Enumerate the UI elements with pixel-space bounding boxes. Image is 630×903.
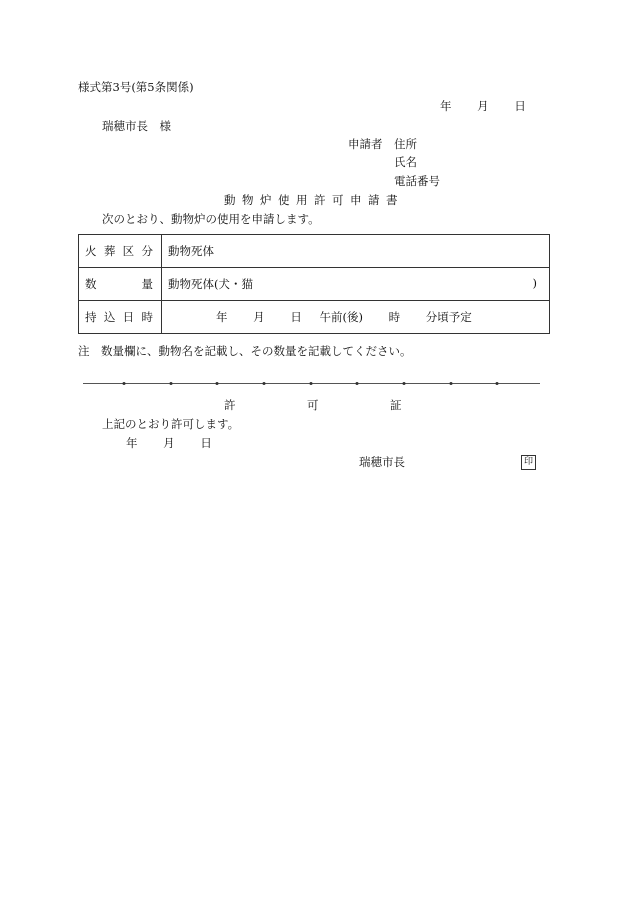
application-table xyxy=(78,234,550,334)
note-text: 注 数量欄に、動物名を記載し、その数量を記載してください。 xyxy=(78,344,412,358)
permit-title-1: 許 xyxy=(224,398,236,412)
value-cremation-type: 動物死体 xyxy=(162,235,550,268)
permit-title-3: 証 xyxy=(390,398,402,412)
value-quantity: 動物死体(犬・猫 ) xyxy=(162,268,550,301)
label-delivery-datetime: 持 込 日 時 xyxy=(79,301,162,334)
intro-text: 次のとおり、動物炉の使用を申請します。 xyxy=(102,212,320,226)
label-cremation-type: 火 葬 区 分 xyxy=(79,235,162,268)
date-day: 日 xyxy=(514,99,526,113)
name-label: 氏名 xyxy=(394,155,417,169)
cut-line-dots xyxy=(83,379,543,388)
date-year: 年 xyxy=(440,99,452,113)
table-row-cremation-type xyxy=(79,235,550,268)
table-row-delivery-datetime xyxy=(79,301,550,334)
issuer: 瑞穂市長 xyxy=(359,455,405,469)
seal-mark: 印 xyxy=(521,455,536,470)
permit-date: 年 月 日 xyxy=(126,436,212,450)
phone-label: 電話番号 xyxy=(394,174,440,188)
form-number: 様式第3号(第5条関係) xyxy=(78,80,194,94)
applicant-label: 申請者 xyxy=(348,137,383,151)
value-delivery-datetime: 年 月 日 午前(後) 時 分頃予定 xyxy=(162,301,550,334)
address-label: 住所 xyxy=(394,137,417,151)
addressee: 瑞穂市長 様 xyxy=(102,119,171,133)
table-row-quantity xyxy=(79,268,550,301)
label-quantity: 数 量 xyxy=(79,268,162,301)
document-title: 動物炉使用許可申請書 xyxy=(224,193,404,207)
application-date xyxy=(440,99,526,113)
permit-title-2: 可 xyxy=(307,398,319,412)
date-month: 月 xyxy=(477,99,489,113)
permit-text: 上記のとおり許可します。 xyxy=(102,417,240,431)
